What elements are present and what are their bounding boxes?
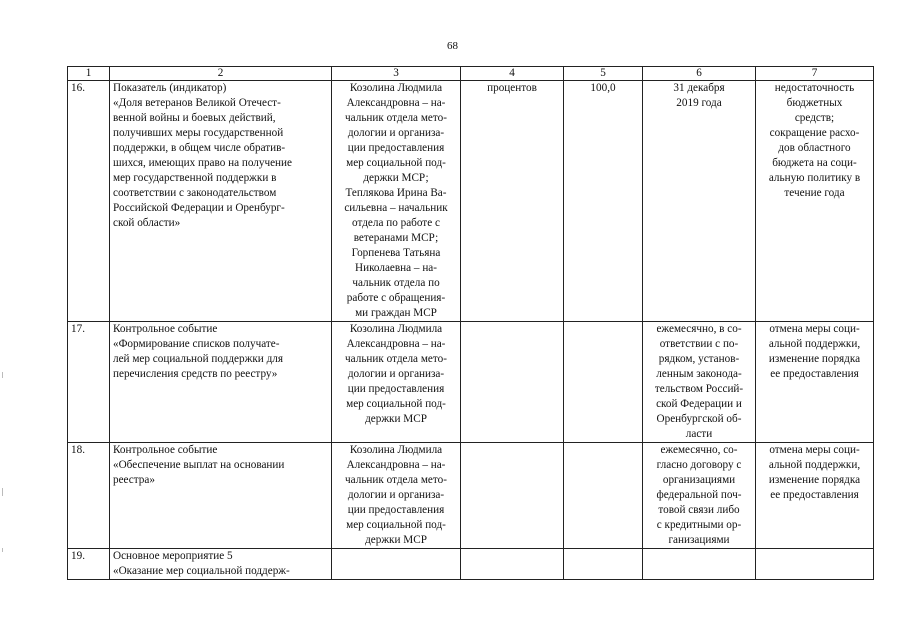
row-responsible: Козолина Людмила Александровна – на- чальник отдела мето- дологии и организа- ции предоставления мер социальной под- держки МСР; Теплякова Ирина Ва- сильевна – начальник отдела по работе с ветеранами МСР; Горпенева Татьяна Николаевна – на- чальник отдела по работе с обращения- ми граждан МСР <box>332 81 461 322</box>
row-number: 16. <box>68 81 110 322</box>
row-responsible <box>332 549 461 580</box>
row-deadline: ежемесячно, со- гласно договору с организациями федеральной поч- товой связи либо с кредитными ор- ганизациями <box>643 443 756 549</box>
header-row <box>68 67 874 81</box>
row-number: 18. <box>68 443 110 549</box>
row-description: Контрольное событие «Формирование списков получате- лей мер социальной поддержки для перечисления средств по реестру» <box>110 322 332 443</box>
header-col-5: 5 <box>564 67 643 81</box>
scan-margin-mark <box>2 548 3 552</box>
row-number: 17. <box>68 322 110 443</box>
header-col-3: 3 <box>332 67 461 81</box>
row-description: Показатель (индикатор) «Доля ветеранов Великой Отечест- венной войны и боевых действий, получивших меры государственной поддержки, в общем числе обратив- шихся, имеющих право на получение мер государственной поддержки в соответствии с законодательством Российской Федерации и Оренбург- ской области» <box>110 81 332 322</box>
row-value <box>564 549 643 580</box>
measures-table <box>67 66 874 580</box>
table-row <box>68 443 874 549</box>
table-row <box>68 81 874 322</box>
table-row <box>68 322 874 443</box>
row-deadline: ежемесячно, в со- ответствии с по- рядком, установ- ленным законода- тельством Россий- ской Федерации и Оренбургской об- ласти <box>643 322 756 443</box>
table-row <box>68 549 874 580</box>
row-risks: отмена меры соци- альной поддержки, изменение порядка ее предоставления <box>756 443 874 549</box>
row-description: Контрольное событие «Обеспечение выплат на основании реестра» <box>110 443 332 549</box>
row-unit <box>461 549 564 580</box>
row-deadline <box>643 549 756 580</box>
scan-margin-mark <box>2 488 3 496</box>
row-unit <box>461 443 564 549</box>
row-value <box>564 322 643 443</box>
row-risks <box>756 549 874 580</box>
row-unit <box>461 322 564 443</box>
row-unit: процентов <box>461 81 564 322</box>
row-value: 100,0 <box>564 81 643 322</box>
row-description: Основное мероприятие 5 «Оказание мер социальной поддерж- <box>110 549 332 580</box>
header-col-2: 2 <box>110 67 332 81</box>
header-col-7: 7 <box>756 67 874 81</box>
header-col-1: 1 <box>68 67 110 81</box>
header-col-6: 6 <box>643 67 756 81</box>
header-col-4: 4 <box>461 67 564 81</box>
row-risks: отмена меры соци- альной поддержки, изменение порядка ее предоставления <box>756 322 874 443</box>
scan-margin-mark <box>2 372 3 378</box>
row-responsible: Козолина Людмила Александровна – на- чальник отдела мето- дологии и организа- ции предоставления мер социальной под- держки МСР <box>332 443 461 549</box>
row-value <box>564 443 643 549</box>
row-number: 19. <box>68 549 110 580</box>
row-deadline: 31 декабря 2019 года <box>643 81 756 322</box>
row-risks: недостаточность бюджетных средств; сокращение расхо- дов областного бюджета на соци- альную политику в течение года <box>756 81 874 322</box>
row-responsible: Козолина Людмила Александровна – на- чальник отдела мето- дологии и организа- ции предоставления мер социальной под- держки МСР <box>332 322 461 443</box>
page-number: 68 <box>447 40 458 52</box>
